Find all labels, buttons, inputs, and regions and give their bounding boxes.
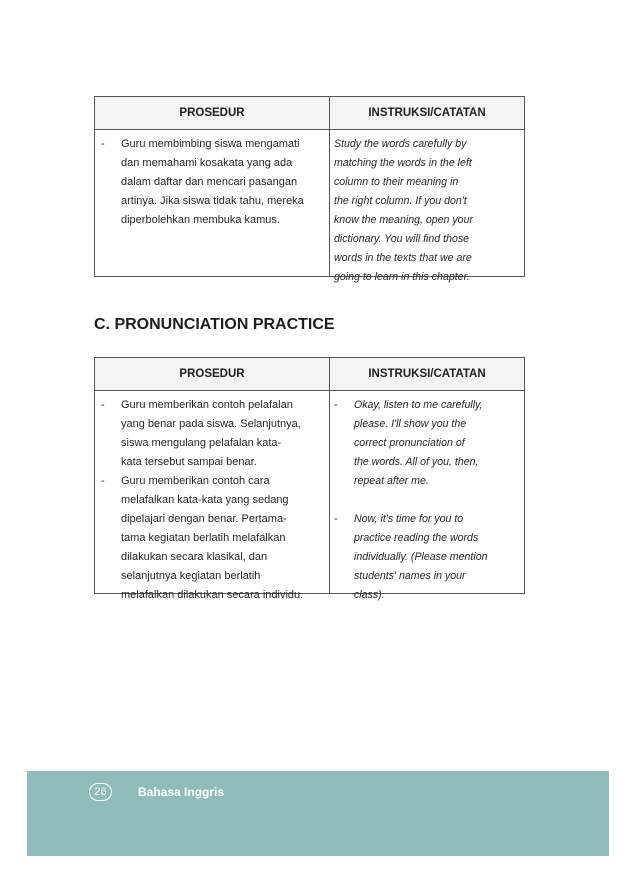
procedure-table-vocabulary bbox=[94, 96, 525, 283]
bullet-marker: - bbox=[101, 138, 105, 150]
bullet-marker: - bbox=[101, 475, 105, 487]
section-title: C. PRONUNCIATION PRACTICE bbox=[94, 316, 335, 333]
instruction-line: please. I'll show you the bbox=[354, 418, 467, 430]
bullet-marker: - bbox=[334, 399, 338, 411]
text-line: siswa mengulang pelafalan kata- bbox=[121, 437, 282, 449]
header-prosedur: PROSEDUR bbox=[179, 107, 245, 119]
instruction-line: repeat after me. bbox=[354, 475, 429, 487]
instruction-line: students' names in your bbox=[354, 570, 466, 582]
text-line: diperbolehkan membuka kamus. bbox=[121, 214, 280, 226]
text-line: kata tersebut sampai benar. bbox=[121, 456, 257, 468]
header-instruksi: INSTRUKSI/CATATAN bbox=[329, 358, 524, 390]
page-footer bbox=[27, 771, 609, 856]
procedure-table-pronunciation bbox=[94, 357, 525, 601]
header-instruksi: INSTRUKSI/CATATAN bbox=[329, 97, 524, 129]
text-line: Guru memberikan contoh cara bbox=[121, 475, 270, 487]
text-line: dan memahami kosakata yang ada bbox=[121, 157, 293, 169]
bullet-marker: - bbox=[101, 399, 105, 411]
table-row bbox=[95, 130, 524, 283]
instruction-line: know the meaning, open your bbox=[334, 214, 473, 226]
instruction-line: column to their meaning in bbox=[334, 176, 459, 188]
instruction-item bbox=[334, 510, 520, 605]
text-line: artinya. Jika siswa tidak tahu, mereka bbox=[121, 195, 304, 207]
instruction-line: dictionary. You will find those bbox=[334, 233, 470, 245]
instruction-line: class). bbox=[354, 589, 385, 601]
instruction-line: words in the texts that we are bbox=[334, 252, 472, 264]
instruction-line: Now, it's time for you to bbox=[354, 513, 464, 525]
instruction-item bbox=[334, 396, 520, 491]
instruction-line: matching the words in the left bbox=[334, 157, 472, 169]
table-header bbox=[95, 97, 524, 130]
instruction-line: Okay, listen to me carefully, bbox=[354, 399, 483, 411]
bullet-marker: - bbox=[334, 513, 338, 525]
header-prosedur: PROSEDUR bbox=[179, 368, 245, 380]
table-header bbox=[95, 358, 524, 391]
text-line: tama kegiatan berlatih melafalkan bbox=[121, 532, 286, 544]
text-line: yang benar pada siswa. Selanjutnya, bbox=[121, 418, 301, 430]
instruction-line: individually. (Please mention bbox=[354, 551, 488, 563]
spacer bbox=[334, 491, 520, 510]
text-line: dilakukan secara klasikal, dan bbox=[121, 551, 268, 563]
text-line: melafalkan dilakukan secara individu. bbox=[121, 589, 304, 601]
text-line: Guru membimbing siswa mengamati bbox=[121, 138, 300, 150]
instruction-cell bbox=[329, 391, 524, 601]
instruction-line: the right column. If you don't bbox=[334, 195, 467, 207]
procedure-cell bbox=[95, 130, 329, 276]
page-number: 26 bbox=[89, 783, 112, 801]
instruction-cell bbox=[329, 130, 524, 283]
instruction-line: Study the words carefully by bbox=[334, 138, 467, 150]
text-line: dalam daftar dan mencari pasangan bbox=[121, 176, 298, 188]
instruction-line: the words. All of you, then, bbox=[354, 456, 479, 468]
instruction-line: correct pronunciation of bbox=[354, 437, 465, 449]
procedure-item bbox=[101, 135, 323, 230]
text-line: Guru memberikan contoh pelafalan bbox=[121, 399, 293, 411]
instruction-line: practice reading the words bbox=[354, 532, 479, 544]
text-line: dipelajari dengan benar. Pertama- bbox=[121, 513, 287, 525]
procedure-cell bbox=[95, 391, 329, 601]
procedure-item bbox=[101, 396, 323, 472]
book-title: Bahasa Inggris bbox=[138, 785, 225, 799]
table-row bbox=[95, 391, 524, 601]
instruction-line: going to learn in this chapter. bbox=[334, 271, 470, 283]
text-line: selanjutnya kegiatan berlatih bbox=[121, 570, 261, 582]
procedure-item bbox=[101, 472, 323, 605]
text-line: melafalkan kata-kata yang sedang bbox=[121, 494, 289, 506]
